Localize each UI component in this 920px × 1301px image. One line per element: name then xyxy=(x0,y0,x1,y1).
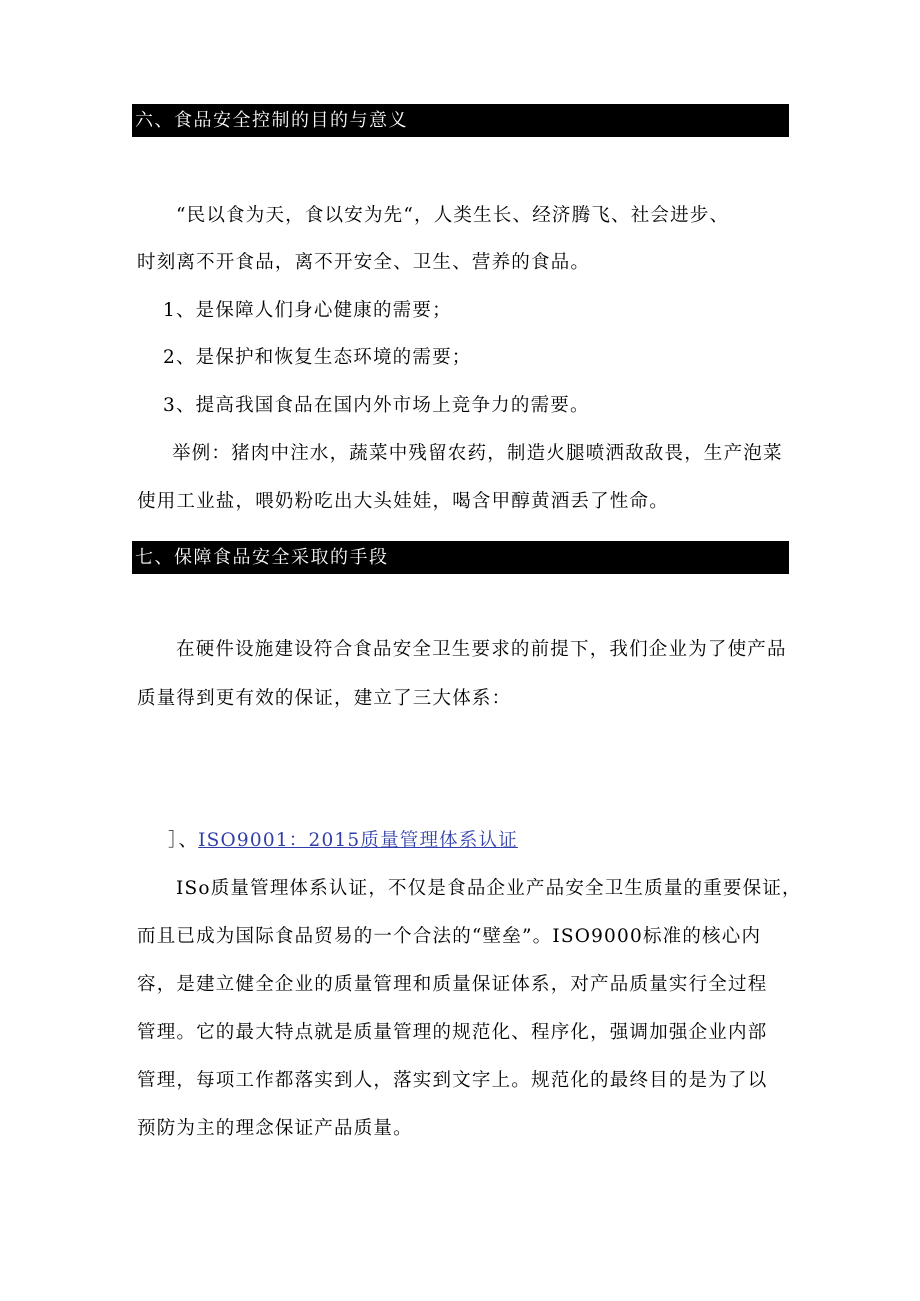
intro-line-2: 时刻离不开食品，离不开安全、卫生、营养的食品。 xyxy=(137,252,591,273)
section-6-heading: 六、食品安全控制的目的与意义 xyxy=(132,104,789,137)
section-7-para-line-1: 在硬件设施建设符合食品安全卫生要求的前提下，我们企业为了使产品 xyxy=(176,639,787,660)
iso-para-line-4: 管理。它的最大特点就是质量管理的规范化、程序化，强调加强企业内部 xyxy=(137,1022,768,1043)
iso-para-line-2: 而且已成为国际食品贸易的一个合法的“壁垒”。ISO9000标准的核心内 xyxy=(137,926,762,947)
iso-para-line-1: ISo质量管理体系认证，不仅是食品企业产品安全卫生质量的重要保证， xyxy=(176,878,802,899)
section-7-heading: 七、保障食品安全采取的手段 xyxy=(132,541,789,574)
intro-line-1: “民以食为天，食以安为先“，人类生长、经济腾飞、社会进步、 xyxy=(176,205,730,226)
point-3: 3、提高我国食品在国内外市场上竞争力的需要。 xyxy=(163,395,590,416)
iso-certification-link[interactable]: ISO9001：2015质量管理体系认证 xyxy=(198,830,518,851)
example-line-1: 举例：猪肉中注水，蔬菜中残留农药，制造火腿喷洒敌敌畏，生产泡菜 xyxy=(172,443,783,464)
section-7-para-line-2: 质量得到更有效的保证，建立了三大体系： xyxy=(137,688,512,709)
example-line-2: 使用工业盐，喂奶粉吃出大头娃娃，喝含甲醇黄酒丢了性命。 xyxy=(137,491,669,512)
point-2: 2、是保护和恢复生态环境的需要； xyxy=(163,347,472,368)
point-1: 1、是保障人们身心健康的需要； xyxy=(163,300,452,321)
iso-para-line-5: 管理，每项工作都落实到人，落实到文字上。规范化的最终目的是为了以 xyxy=(137,1070,768,1091)
iso-para-line-6: 预防为主的理念保证产品质量。 xyxy=(137,1118,413,1139)
iso-heading xyxy=(168,828,518,854)
iso-para-line-3: 容，是建立健全企业的质量管理和质量保证体系，对产品质量实行全过程 xyxy=(137,974,768,995)
iso-prefix: ］、 xyxy=(168,830,199,851)
